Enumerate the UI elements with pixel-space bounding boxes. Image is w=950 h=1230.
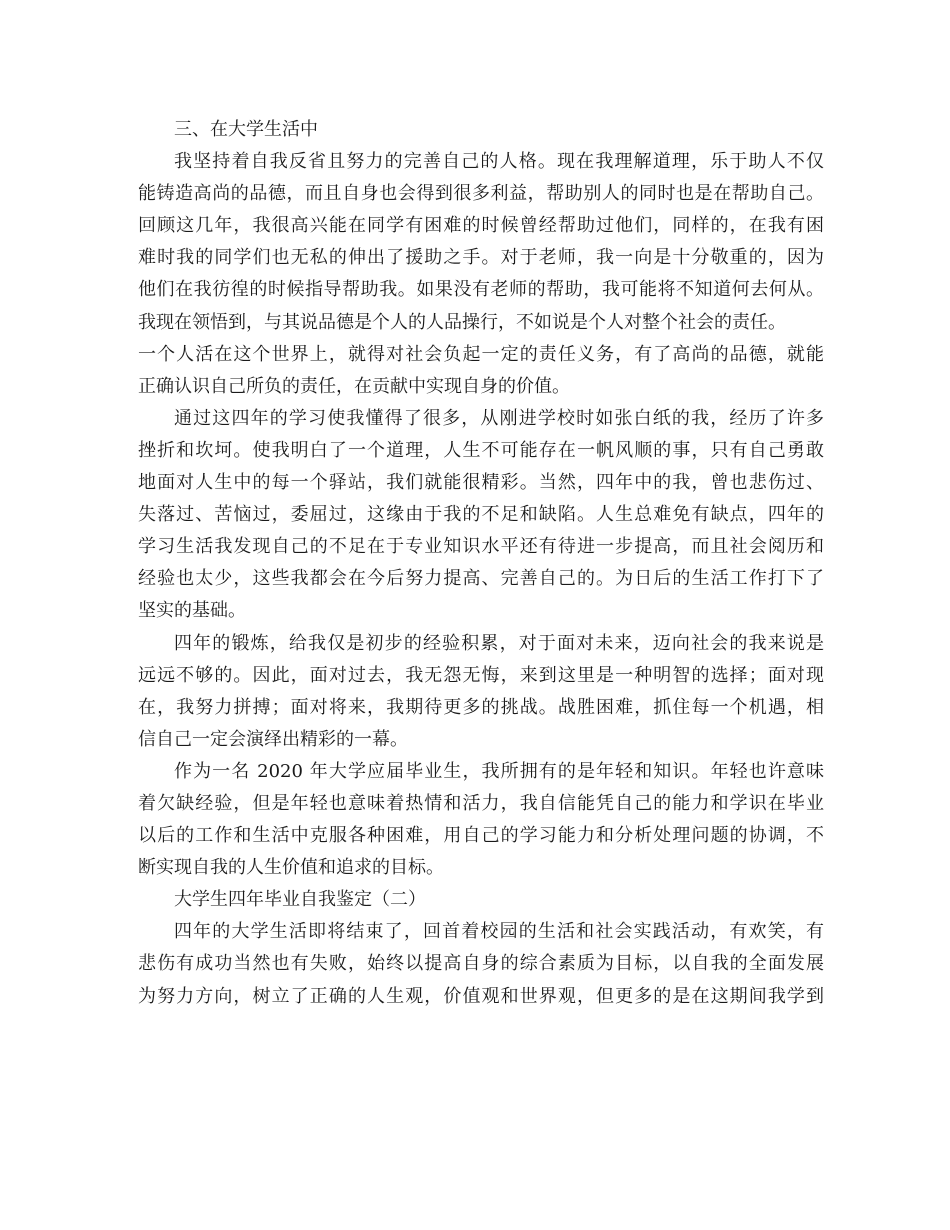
text-line: 四年的锻炼，给我仅是初步的经验积累，对于面对未来，迈向社会的我来说是 xyxy=(174,632,824,654)
text-line: 断实现自我的人生价值和追求的目标。 xyxy=(138,857,444,879)
text-line: 为努力方向，树立了正确的人生观，价值观和世界观，但更多的是在这期间我学到 xyxy=(138,985,824,1007)
text-line: 挫折和坎坷。使我明白了一个道理，人生不可能存在一帆风顺的事，只有自己勇敢 xyxy=(138,439,824,461)
text-line: 四年的大学生活即将结束了，回首着校园的生活和社会实践活动，有欢笑，有 xyxy=(174,921,824,943)
text-line: 大学生四年毕业自我鉴定（二） xyxy=(174,889,426,911)
text-line: 我现在领悟到，与其说品德是个人的人品操行，不如说是个人对整个社会的责任。 xyxy=(138,311,786,333)
text-line: 以后的工作和生活中克服各种困难，用自己的学习能力和分析处理问题的协调，不 xyxy=(138,825,824,847)
text-line: 悲伤有成功当然也有失败，始终以提高自身的综合素质为目标，以自我的全面发展 xyxy=(138,953,824,975)
text-line: 三、在大学生活中 xyxy=(174,119,318,140)
text-line: 坚实的基础。 xyxy=(138,600,246,622)
text-line: 一个人活在这个世界上，就得对社会负起一定的责任义务，有了高尚的品德，就能 xyxy=(138,343,824,365)
text-line: 能铸造高尚的品德，而且自身也会得到很多利益，帮助别人的同时也是在帮助自己。 xyxy=(138,183,824,205)
text-line: 我坚持着自我反省且努力的完善自己的人格。现在我理解道理，乐于助人不仅 xyxy=(174,151,824,173)
text-line: 正确认识自己所负的责任，在贡献中实现自身的价值。 xyxy=(138,375,570,397)
text-line: 他们在我彷徨的时候指导帮助我。如果没有老师的帮助，我可能将不知道何去何从。 xyxy=(138,279,824,301)
text-line: 回顾这几年，我很高兴能在同学有困难的时候曾经帮助过他们，同样的，在我有困 xyxy=(138,215,824,237)
text-line: 经验也太少，这些我都会在今后努力提高、完善自己的。为日后的生活工作打下了 xyxy=(138,568,824,590)
text-line: 通过这四年的学习使我懂得了很多，从刚进学校时如张白纸的我，经历了许多 xyxy=(174,407,824,429)
text-line: 在，我努力拼搏；面对将来，我期待更多的挑战。战胜困难，抓住每一个机遇，相 xyxy=(138,696,824,718)
text-line: 学习生活我发现自己的不足在于专业知识水平还有待进一步提高，而且社会阅历和 xyxy=(138,536,824,558)
text-line: 地面对人生中的每一个驿站，我们就能很精彩。当然，四年中的我，曾也悲伤过、 xyxy=(138,472,824,494)
text-line: 着欠缺经验，但是年轻也意味着热情和活力，我自信能凭自己的能力和学识在毕业 xyxy=(138,792,824,814)
text-line: 难时我的同学们也无私的伸出了援助之手。对于老师，我一向是十分敬重的，因为 xyxy=(138,247,824,269)
text-line: 远远不够的。因此，面对过去，我无怨无悔，来到这里是一种明智的选择；面对现 xyxy=(138,664,824,686)
text-line: 失落过、苦恼过，委屈过，这缘由于我的不足和缺陷。人生总难免有缺点，四年的 xyxy=(138,504,824,526)
text-line: 作为一名 2020 年大学应届毕业生，我所拥有的是年轻和知识。年轻也许意味 xyxy=(174,760,824,782)
document-body xyxy=(138,114,824,1013)
text-line: 信自己一定会演绎出精彩的一幕。 xyxy=(138,728,408,750)
